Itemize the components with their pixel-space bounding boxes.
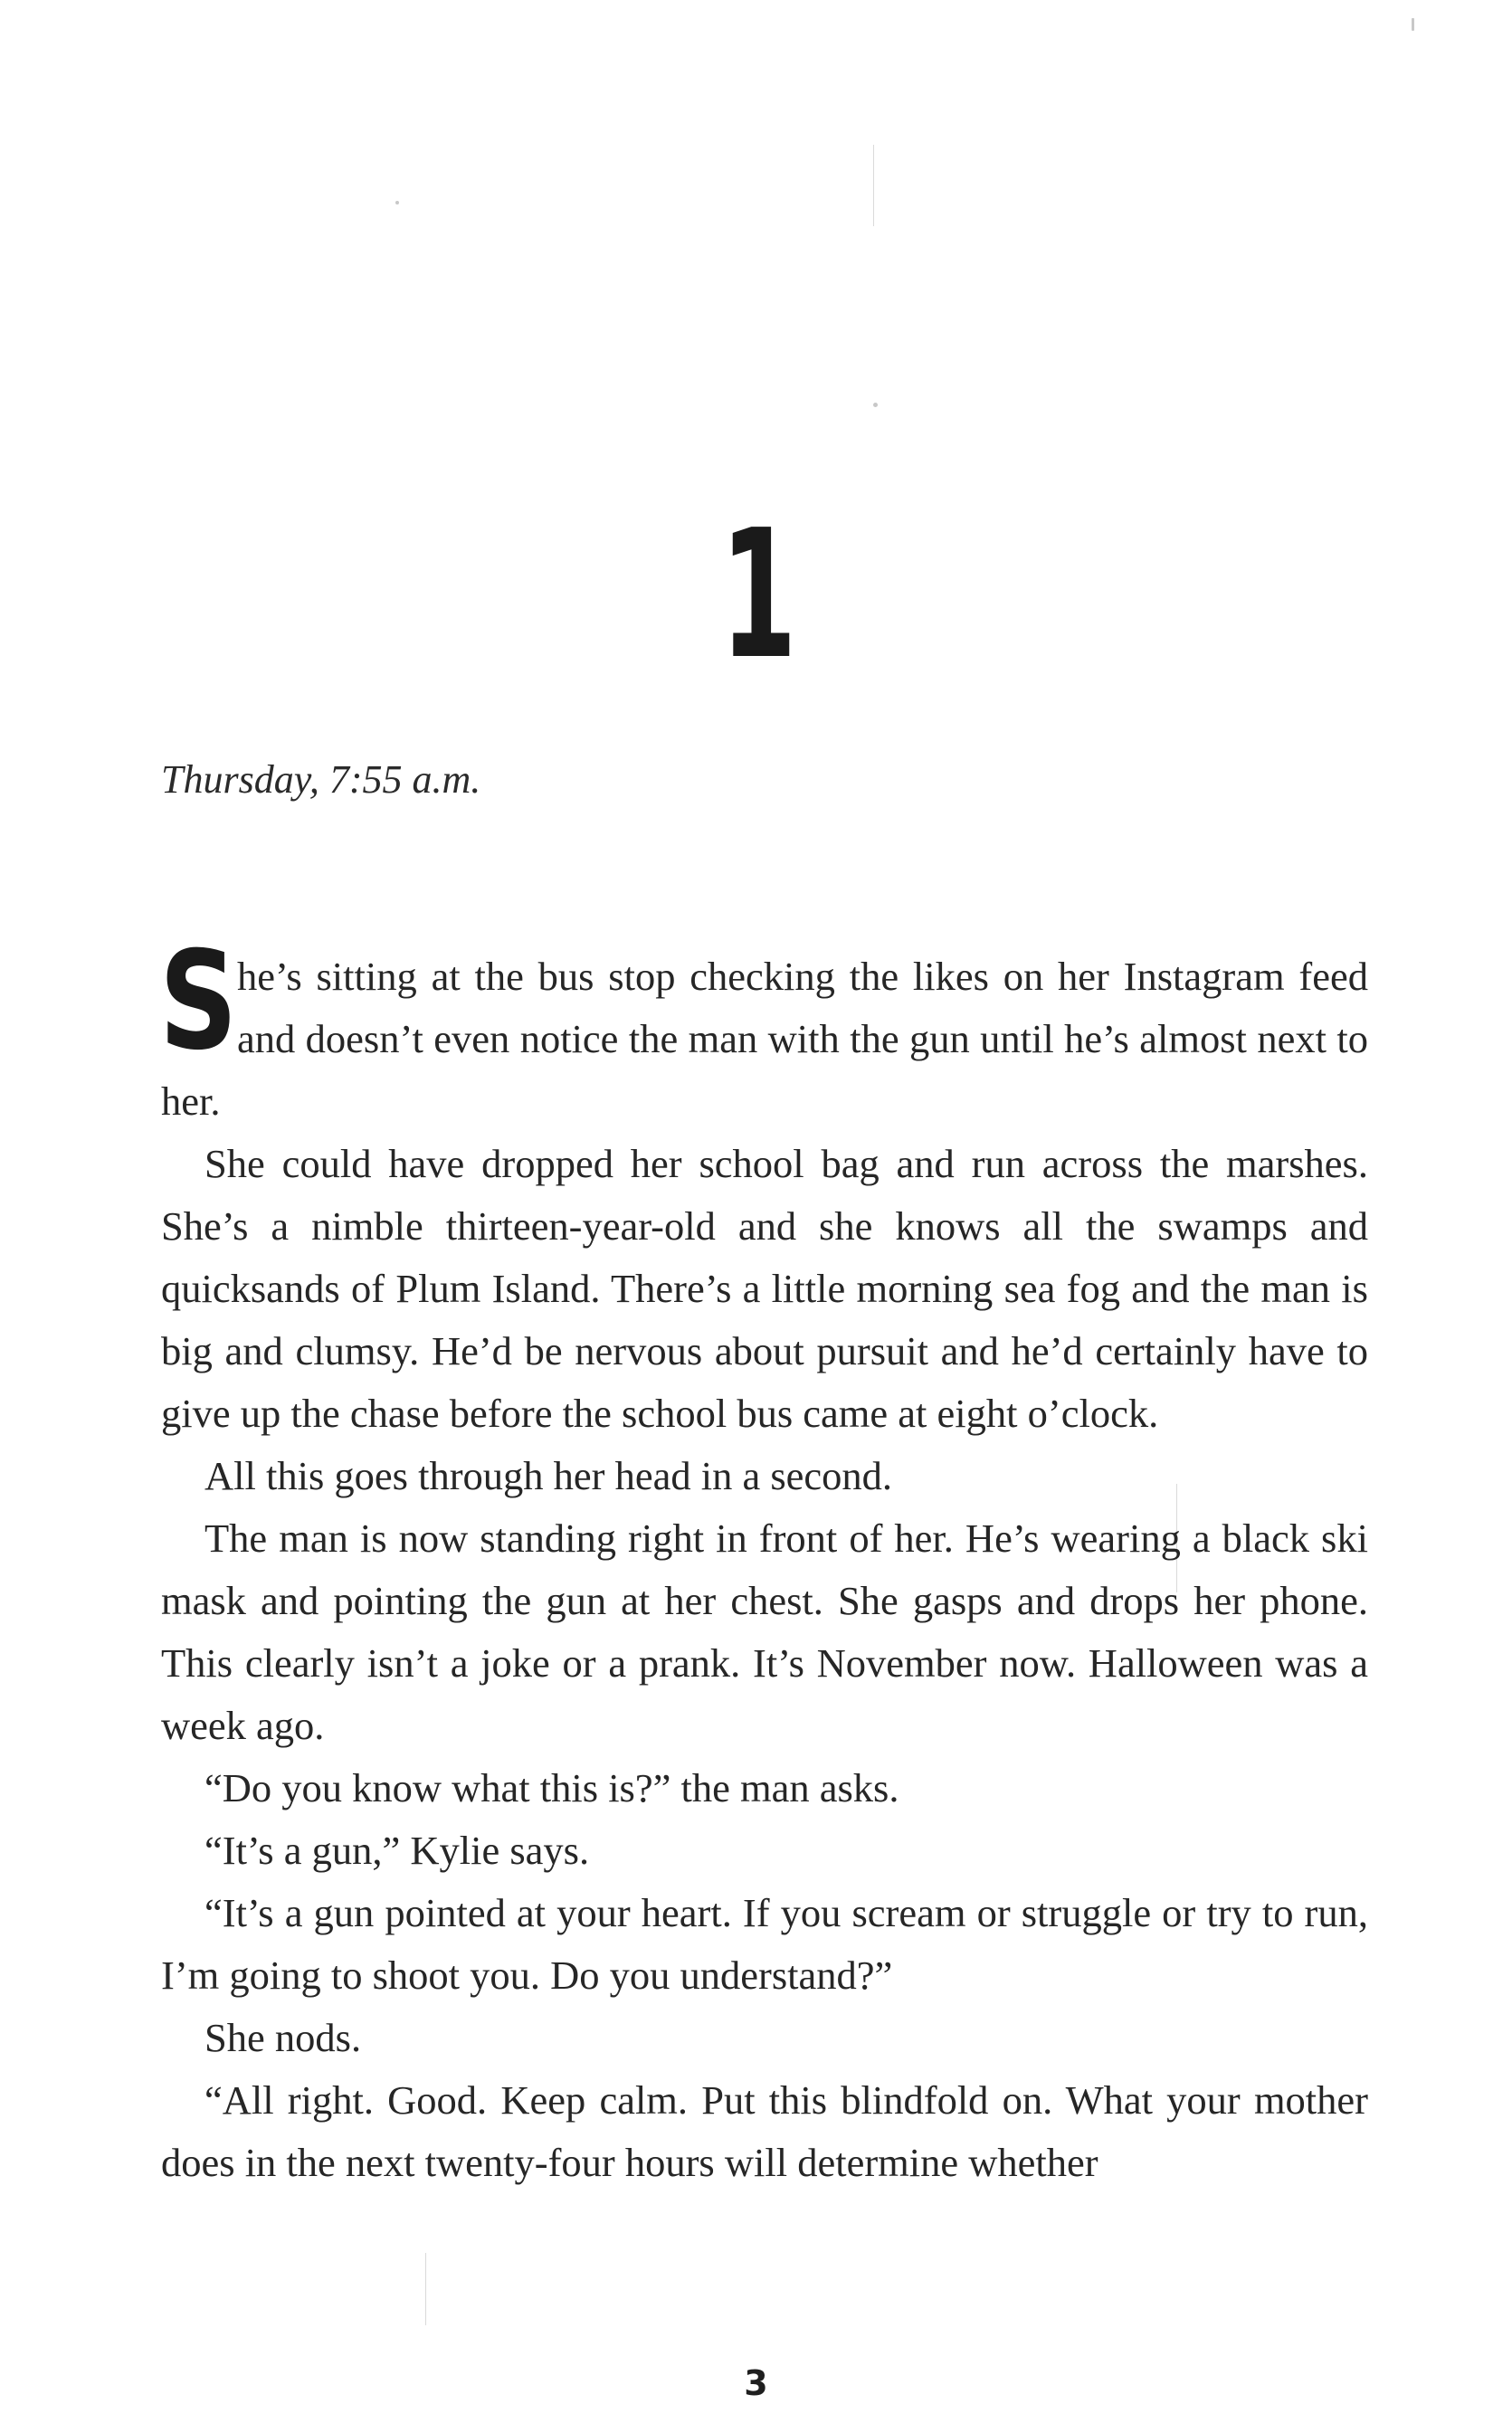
chapter-number: 1 xyxy=(720,492,797,698)
paragraph: The man is now standing right in front of her. He’s wearing a black ski mask and pointing the gun at her chest. She gasps and drops her phone. This clearly isn’t a joke or a prank. It’s November now. Halloween was a week ago. xyxy=(161,1516,1368,1748)
paragraph: “It’s a gun,” Kylie says. xyxy=(204,1828,590,1873)
chapter-timestamp: Thursday, 7:55 a.m. xyxy=(161,757,481,802)
scan-speck xyxy=(873,403,878,407)
scan-speck xyxy=(1412,18,1414,31)
paragraph: “Do you know what this is?” the man asks. xyxy=(204,1765,899,1810)
paragraph xyxy=(159,923,1368,1133)
paragraph: She could have dropped her school bag and run across the marshes. She’s a nimble thirteen-year-old and she knows all the swamps and quicksands of Plum Island. There’s a little morning sea fog and the man is big and clumsy. He’d be nervous about pursuit and he’d certainly have to give up the chase before the school bus came at eight o’clock. xyxy=(161,1141,1368,1436)
scan-artifact-line xyxy=(425,2253,426,2325)
scan-artifact-line xyxy=(873,145,874,226)
paragraph: “All right. Good. Keep calm. Put this blindfold on. What your mother does in the next twenty-four hours will determine whether xyxy=(161,2077,1368,2185)
paragraph: “It’s a gun pointed at your heart. If you scream or struggle or try to run, I’m going to shoot you. Do you understand?” xyxy=(161,1890,1368,1998)
paragraph-text: he’s sitting at the bus stop checking the likes on her Instagram feed and doesn’t even notice the man with the gun until he’s almost next to her. xyxy=(161,954,1368,1124)
paragraph: All this goes through her head in a second. xyxy=(204,1453,893,1498)
drop-cap: S xyxy=(159,923,238,1080)
chapter-body xyxy=(159,923,1368,2194)
paragraph: She nods. xyxy=(204,2015,362,2060)
scan-speck xyxy=(395,201,399,204)
page-number: 3 xyxy=(744,2363,768,2403)
